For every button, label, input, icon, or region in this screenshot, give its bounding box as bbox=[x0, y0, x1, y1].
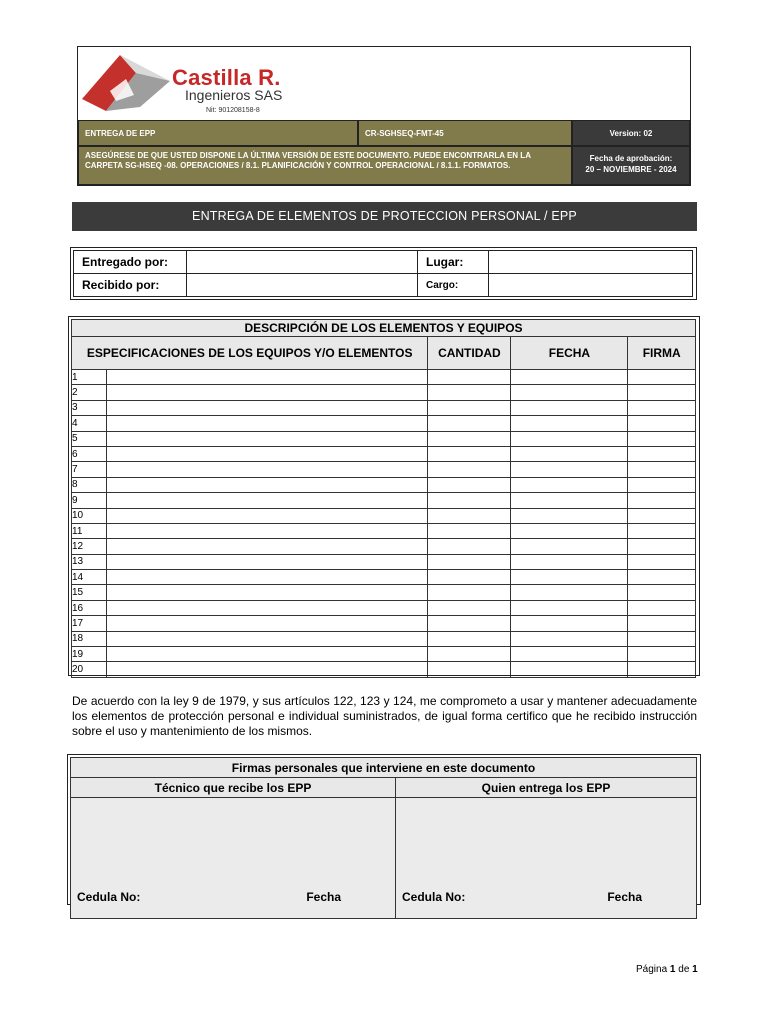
brand-subtitle: Ingenieros SAS bbox=[185, 87, 283, 103]
row-spec-cell[interactable] bbox=[107, 662, 428, 677]
row-date-cell[interactable] bbox=[511, 431, 628, 446]
row-number: 7 bbox=[72, 462, 107, 477]
delivered-by-field[interactable] bbox=[187, 251, 418, 274]
table-row bbox=[72, 385, 696, 400]
doc-version-cell: Version: 02 bbox=[572, 120, 690, 146]
signatures-box bbox=[67, 754, 701, 905]
row-spec-cell[interactable] bbox=[107, 523, 428, 538]
col-spec-header: ESPECIFICACIONES DE LOS EQUIPOS Y/O ELEMENTOS bbox=[72, 337, 428, 370]
row-quantity-cell[interactable] bbox=[428, 508, 511, 523]
row-number: 15 bbox=[72, 585, 107, 600]
row-number: 1 bbox=[72, 370, 107, 385]
table-row bbox=[72, 523, 696, 538]
row-quantity-cell[interactable] bbox=[428, 662, 511, 677]
place-field[interactable] bbox=[489, 251, 693, 274]
doc-code-cell: CR-SGHSEQ-FMT-45 bbox=[358, 120, 572, 146]
row-spec-cell[interactable] bbox=[107, 416, 428, 431]
form-title-bar: ENTREGA DE ELEMENTOS DE PROTECCION PERSONAL / EPP bbox=[72, 202, 697, 231]
document-header bbox=[77, 46, 691, 186]
version-note-cell: ASEGÚRESE DE QUE USTED DISPONE LA ÚLTIMA VERSIÓN DE ESTE DOCUMENTO. PUEDE ENCONTRARLA EN LA CARPETA SG-HSEQ -08. OPERACIONES / 8.1. PLANIFICACIÓN Y CONTROL OPERACIONAL / 8.1.1. FORMATOS. bbox=[78, 146, 572, 185]
row-signature-cell[interactable] bbox=[628, 446, 696, 461]
row-spec-cell[interactable] bbox=[107, 585, 428, 600]
row-spec-cell[interactable] bbox=[107, 616, 428, 631]
row-date-cell[interactable] bbox=[511, 416, 628, 431]
table-row bbox=[72, 416, 696, 431]
approval-date-cell bbox=[572, 146, 690, 185]
col-quantity-header: CANTIDAD bbox=[428, 337, 511, 370]
row-number: 3 bbox=[72, 400, 107, 415]
row-spec-cell[interactable] bbox=[107, 446, 428, 461]
row-number: 5 bbox=[72, 431, 107, 446]
row-quantity-cell[interactable] bbox=[428, 570, 511, 585]
row-quantity-cell[interactable] bbox=[428, 416, 511, 431]
table-row bbox=[72, 400, 696, 415]
deliverer-signature-area[interactable] bbox=[396, 798, 697, 919]
row-signature-cell[interactable] bbox=[628, 431, 696, 446]
row-date-cell[interactable] bbox=[511, 662, 628, 677]
table-row bbox=[72, 554, 696, 569]
row-quantity-cell[interactable] bbox=[428, 647, 511, 662]
row-signature-cell[interactable] bbox=[628, 631, 696, 646]
row-number: 18 bbox=[72, 631, 107, 646]
row-number: 2 bbox=[72, 385, 107, 400]
row-signature-cell[interactable] bbox=[628, 477, 696, 492]
delivery-info-box bbox=[70, 247, 697, 300]
row-spec-cell[interactable] bbox=[107, 647, 428, 662]
row-quantity-cell[interactable] bbox=[428, 477, 511, 492]
row-quantity-cell[interactable] bbox=[428, 631, 511, 646]
row-spec-cell[interactable] bbox=[107, 554, 428, 569]
row-date-cell[interactable] bbox=[511, 570, 628, 585]
brand-nit: Nit: 901208158-8 bbox=[206, 107, 260, 114]
col-signature-header: FIRMA bbox=[628, 337, 696, 370]
deliverer-date-label: Fecha bbox=[607, 890, 642, 904]
row-spec-cell[interactable] bbox=[107, 400, 428, 415]
row-date-cell[interactable] bbox=[511, 539, 628, 554]
table-row bbox=[72, 446, 696, 461]
row-quantity-cell[interactable] bbox=[428, 370, 511, 385]
row-signature-cell[interactable] bbox=[628, 523, 696, 538]
page-current: 1 bbox=[669, 964, 676, 975]
logo-area bbox=[78, 47, 690, 120]
row-signature-cell[interactable] bbox=[628, 508, 696, 523]
row-signature-cell[interactable] bbox=[628, 462, 696, 477]
row-signature-cell[interactable] bbox=[628, 493, 696, 508]
row-number: 8 bbox=[72, 477, 107, 492]
approval-date: 20 – NOVIEMBRE - 2024 bbox=[585, 165, 677, 174]
table-row bbox=[72, 631, 696, 646]
row-quantity-cell[interactable] bbox=[428, 585, 511, 600]
received-by-label: Recibido por: bbox=[74, 274, 187, 297]
row-quantity-cell[interactable] bbox=[428, 400, 511, 415]
row-number: 14 bbox=[72, 570, 107, 585]
page-prefix: Página bbox=[636, 964, 668, 975]
table-row bbox=[72, 600, 696, 615]
table-row bbox=[72, 616, 696, 631]
row-spec-cell[interactable] bbox=[107, 600, 428, 615]
row-spec-cell[interactable] bbox=[107, 385, 428, 400]
row-number: 11 bbox=[72, 523, 107, 538]
doc-title-cell: ENTREGA DE EPP bbox=[78, 120, 358, 146]
row-quantity-cell[interactable] bbox=[428, 446, 511, 461]
row-signature-cell[interactable] bbox=[628, 647, 696, 662]
table-row bbox=[72, 539, 696, 554]
receiver-date-label: Fecha bbox=[306, 890, 341, 904]
legal-statement: De acuerdo con la ley 9 de 1979, y sus artículos 122, 123 y 124, me comprometo a usar y mantener adecuadamente los elementos de protección personal e individual suministrados, de igual forma certifico que he recibido instrucción sobre el uso y mantenimiento de los mismos. bbox=[72, 694, 697, 738]
company-logo-icon bbox=[80, 51, 172, 115]
items-header-row bbox=[72, 337, 696, 370]
table-row bbox=[72, 570, 696, 585]
table-row bbox=[72, 370, 696, 385]
receiver-signature-area[interactable] bbox=[71, 798, 396, 919]
row-spec-cell[interactable] bbox=[107, 462, 428, 477]
signatures-title-row bbox=[71, 758, 697, 778]
row-signature-cell[interactable] bbox=[628, 600, 696, 615]
row-spec-cell[interactable] bbox=[107, 477, 428, 492]
position-field[interactable] bbox=[489, 274, 693, 297]
row-spec-cell[interactable] bbox=[107, 493, 428, 508]
row-spec-cell[interactable] bbox=[107, 570, 428, 585]
row-number: 6 bbox=[72, 446, 107, 461]
row-signature-cell[interactable] bbox=[628, 662, 696, 677]
table-row bbox=[72, 462, 696, 477]
row-date-cell[interactable] bbox=[511, 600, 628, 615]
row-date-cell[interactable] bbox=[511, 385, 628, 400]
row-signature-cell[interactable] bbox=[628, 370, 696, 385]
row-date-cell[interactable] bbox=[511, 370, 628, 385]
page-number bbox=[636, 964, 698, 975]
row-number: 4 bbox=[72, 416, 107, 431]
items-box bbox=[68, 316, 700, 676]
row-date-cell[interactable] bbox=[511, 616, 628, 631]
table-row bbox=[72, 647, 696, 662]
row-date-cell[interactable] bbox=[511, 554, 628, 569]
received-by-field[interactable] bbox=[187, 274, 418, 297]
table-row bbox=[72, 662, 696, 677]
row-quantity-cell[interactable] bbox=[428, 600, 511, 615]
row-signature-cell[interactable] bbox=[628, 385, 696, 400]
row-number: 20 bbox=[72, 662, 107, 677]
row-date-cell[interactable] bbox=[511, 493, 628, 508]
table-row bbox=[72, 508, 696, 523]
row-number: 19 bbox=[72, 647, 107, 662]
row-number: 17 bbox=[72, 616, 107, 631]
deliverer-id-label: Cedula No: bbox=[402, 890, 466, 904]
row-signature-cell[interactable] bbox=[628, 585, 696, 600]
table-row bbox=[72, 431, 696, 446]
table-row bbox=[72, 477, 696, 492]
row-date-cell[interactable] bbox=[511, 477, 628, 492]
row-date-cell[interactable] bbox=[511, 400, 628, 415]
deliverer-header: Quien entrega los EPP bbox=[396, 778, 697, 798]
row-date-cell[interactable] bbox=[511, 631, 628, 646]
row-date-cell[interactable] bbox=[511, 523, 628, 538]
delivery-info-table bbox=[73, 250, 693, 297]
signatures-box-row bbox=[71, 798, 697, 919]
col-date-header: FECHA bbox=[511, 337, 628, 370]
row-quantity-cell[interactable] bbox=[428, 385, 511, 400]
row-spec-cell[interactable] bbox=[107, 539, 428, 554]
signatures-title: Firmas personales que interviene en este documento bbox=[71, 758, 697, 778]
brand-name: Castilla R. bbox=[172, 65, 281, 90]
place-label: Lugar: bbox=[418, 251, 489, 274]
receiver-id-label: Cedula No: bbox=[77, 890, 141, 904]
row-spec-cell[interactable] bbox=[107, 431, 428, 446]
table-row bbox=[72, 493, 696, 508]
items-section-row bbox=[72, 320, 696, 337]
row-signature-cell[interactable] bbox=[628, 554, 696, 569]
row-spec-cell[interactable] bbox=[107, 508, 428, 523]
row-signature-cell[interactable] bbox=[628, 400, 696, 415]
row-date-cell[interactable] bbox=[511, 647, 628, 662]
row-number: 12 bbox=[72, 539, 107, 554]
row-quantity-cell[interactable] bbox=[428, 431, 511, 446]
row-number: 9 bbox=[72, 493, 107, 508]
row-date-cell[interactable] bbox=[511, 446, 628, 461]
items-section-title: DESCRIPCIÓN DE LOS ELEMENTOS Y EQUIPOS bbox=[72, 320, 696, 337]
row-number: 16 bbox=[72, 600, 107, 615]
signatures-header-row bbox=[71, 778, 697, 798]
row-date-cell[interactable] bbox=[511, 462, 628, 477]
row-signature-cell[interactable] bbox=[628, 570, 696, 585]
row-spec-cell[interactable] bbox=[107, 370, 428, 385]
table-row bbox=[72, 585, 696, 600]
signatures-table bbox=[70, 757, 697, 919]
approval-label: Fecha de aprobación: bbox=[589, 154, 673, 163]
row-quantity-cell[interactable] bbox=[428, 616, 511, 631]
receiver-header: Técnico que recibe los EPP bbox=[71, 778, 396, 798]
row-number: 13 bbox=[72, 554, 107, 569]
page-total: 1 bbox=[692, 964, 698, 975]
page-sep: de bbox=[678, 964, 690, 975]
info-row-received bbox=[74, 274, 693, 297]
items-table bbox=[71, 319, 696, 678]
row-quantity-cell[interactable] bbox=[428, 493, 511, 508]
items-rows bbox=[72, 370, 696, 678]
row-quantity-cell[interactable] bbox=[428, 523, 511, 538]
row-signature-cell[interactable] bbox=[628, 416, 696, 431]
row-date-cell[interactable] bbox=[511, 585, 628, 600]
row-spec-cell[interactable] bbox=[107, 631, 428, 646]
position-label: Cargo: bbox=[418, 274, 489, 297]
row-signature-cell[interactable] bbox=[628, 616, 696, 631]
delivered-by-label: Entregado por: bbox=[74, 251, 187, 274]
info-row-delivered bbox=[74, 251, 693, 274]
row-number: 10 bbox=[72, 508, 107, 523]
row-date-cell[interactable] bbox=[511, 508, 628, 523]
row-quantity-cell[interactable] bbox=[428, 554, 511, 569]
row-quantity-cell[interactable] bbox=[428, 539, 511, 554]
row-quantity-cell[interactable] bbox=[428, 462, 511, 477]
row-signature-cell[interactable] bbox=[628, 539, 696, 554]
